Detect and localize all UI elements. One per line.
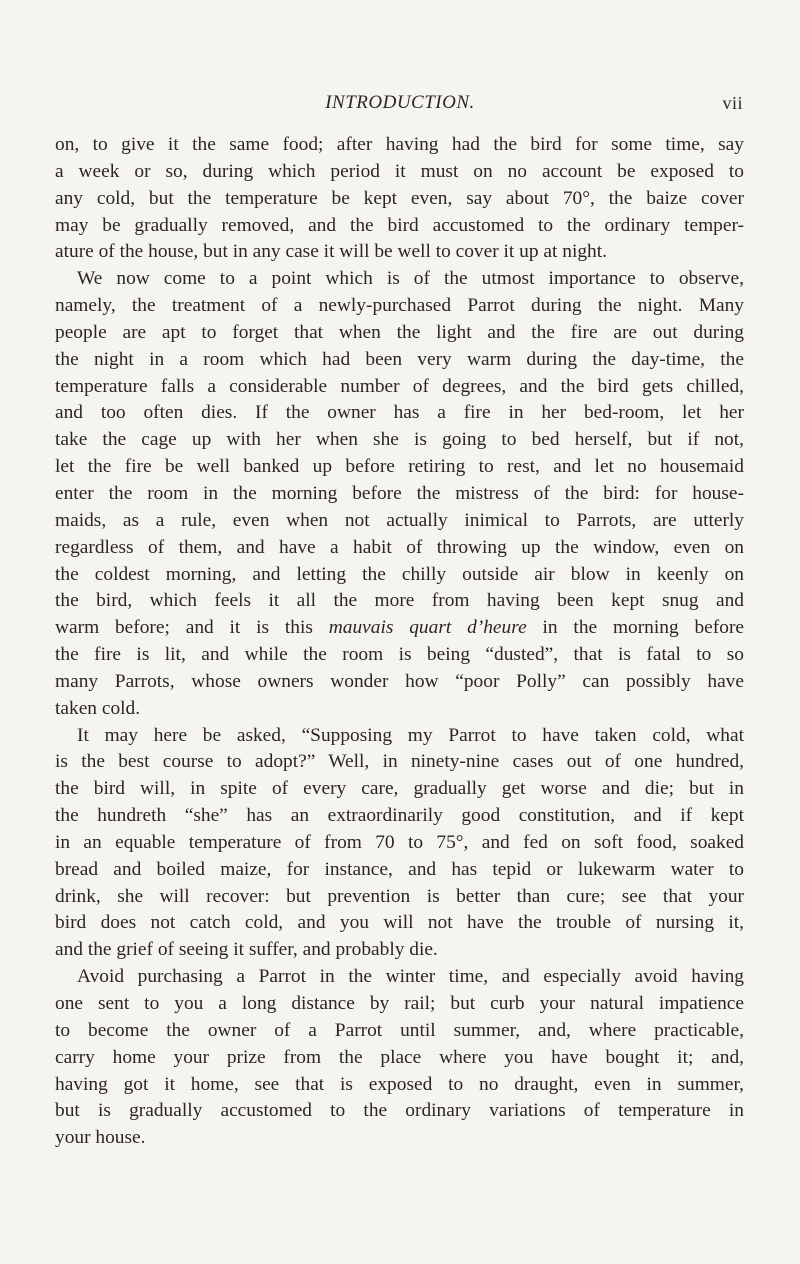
page-number: vii [722, 93, 743, 113]
text-line: the bird will, in spite of every care, gradually get worse and die; but in [55, 778, 744, 800]
text-segment: warm before; and it is this [55, 617, 313, 639]
text-line: bread and boiled maize, for instance, and has tepid or lukewarm water to [55, 858, 744, 880]
text-line: and too often dies. If the owner has a fire in her bed-room, let her [55, 402, 744, 424]
page-header [0, 92, 800, 116]
text-line: bird does not catch cold, and you will not have the trouble of nursing it, [55, 912, 744, 934]
text-line: on, to give it the same food; after having had the bird for some time, say [55, 134, 744, 155]
text-line: Avoid purchasing a Parrot in the winter time, and especially avoid having [77, 966, 744, 988]
text-line: the night in a room which had been very warm during the day-time, the [55, 348, 744, 370]
text-line: namely, the treatment of a newly-purchased Parrot during the night. Many [55, 295, 744, 317]
text-line: the bird, which feels it all the more from having been kept snug and [55, 590, 744, 612]
text-line: any cold, but the temperature be kept even, say about 70°, the baize cover [55, 187, 744, 209]
text-line: in an equable temperature of from 70 to 75°, and fed on soft food, soaked [55, 831, 744, 853]
text-line: having got it home, see that is exposed to no draught, even in summer, [55, 1073, 744, 1095]
text-line: the coldest morning, and letting the chilly outside air blow in keenly on [55, 563, 744, 585]
text-line: let the fire be well banked up before retiring to rest, and let no housemaid [55, 456, 744, 478]
text-line: is the best course to adopt?” Well, in ninety-nine cases out of one hundred, [55, 751, 744, 773]
text-line: take the cage up with her when she is going to bed herself, but if not, [55, 429, 744, 451]
text-line: temperature falls a considerable number of degrees, and the bird gets chilled, [55, 375, 744, 397]
text-line: one sent to you a long distance by rail; but curb your natural impatience [55, 993, 744, 1014]
text-line: taken cold. [55, 697, 141, 719]
text-line: ature of the house, but in any case it will be well to cover it up at night. [55, 241, 607, 263]
text-line: may be gradually removed, and the bird accustomed to the ordinary temper- [55, 214, 744, 236]
text-line: many Parrots, whose owners wonder how “poor Polly” can possibly have [55, 670, 744, 692]
text-line: We now come to a point which is of the utmost importance to observe, [77, 268, 744, 290]
text-line: your house. [55, 1127, 146, 1149]
text-line: carry home your prize from the place where you have bought it; and, [55, 1046, 744, 1068]
text-line: the fire is lit, and while the room is being “dusted”, that is fatal to so [55, 644, 744, 666]
text-line: to become the owner of a Parrot until summer, and, where practicable, [55, 1019, 744, 1041]
text-line: It may here be asked, “Supposing my Parrot to have taken cold, what [77, 724, 744, 746]
text-line: enter the room in the morning before the mistress of the bird: for house- [55, 482, 744, 504]
text-line: drink, she will recover: but prevention is better than cure; see that your [55, 885, 744, 907]
text-line: and the grief of seeing it suffer, and probably die. [55, 939, 438, 961]
text-line: the hundreth “she” has an extraordinarily good constitution, and if kept [55, 805, 744, 827]
body-text [55, 132, 744, 1152]
text-segment: in the morning before [542, 617, 745, 639]
text-line: a week or so, during which period it must on no account be exposed to [55, 160, 744, 182]
running-head: INTRODUCTION. [325, 92, 475, 113]
text-line: but is gradually accustomed to the ordinary variations of temperature in [55, 1100, 744, 1122]
italic-phrase: mauvais quart d’heure [328, 617, 527, 639]
text-line: maids, as a rule, even when not actually inimical to Parrots, are utterly [55, 509, 744, 531]
text-line: people are apt to forget that when the light and the fire are out during [55, 321, 744, 343]
text-line: regardless of them, and have a habit of throwing up the window, even on [55, 536, 744, 558]
text-line-with-italic [55, 615, 744, 642]
